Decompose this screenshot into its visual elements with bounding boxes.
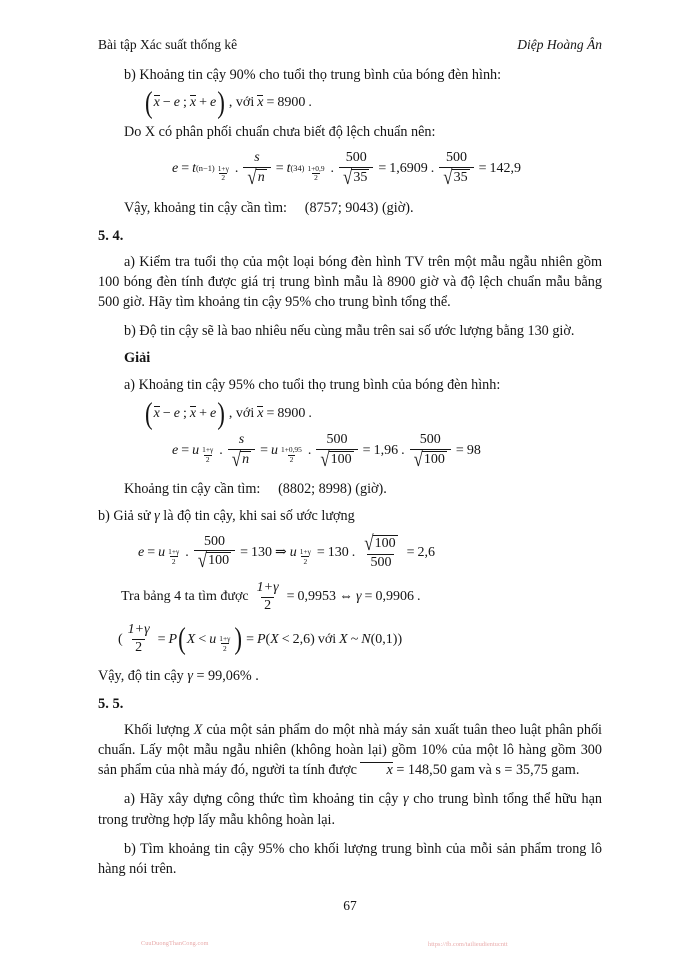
- lt-sign-2: <: [281, 631, 290, 647]
- paragraph-55-intro: [98, 720, 602, 780]
- paren-open: (: [145, 85, 153, 119]
- tilde-sign: ~: [350, 631, 359, 647]
- e-lhs-t: e: [172, 161, 179, 177]
- vay-khoang-90-label: Vậy, khoảng tin cậy cần tìm:: [124, 199, 287, 216]
- radical-sign: √: [364, 530, 374, 555]
- u-symbol-prob: u: [209, 631, 217, 647]
- radical-sign: √: [320, 446, 330, 471]
- u-value-196: 1,96: [373, 443, 399, 459]
- value-26: 2,6: [292, 631, 311, 647]
- formula-tra-bang: [98, 581, 602, 613]
- equals-2: =: [266, 405, 275, 421]
- formula-probability: [98, 623, 602, 655]
- tra-bang-label: Tra bảng 4 ta tìm được: [121, 589, 249, 605]
- dot-130-2: .: [351, 544, 356, 560]
- eq-u-4: =: [455, 443, 464, 459]
- lt-sign-1: <: [198, 631, 207, 647]
- fraction-500-sqrt-100-a: 500 √ 100: [316, 433, 357, 469]
- gamma-symbol-4: γ: [402, 791, 409, 808]
- semicolon: ;: [183, 405, 187, 421]
- e-lhs-u: e: [172, 443, 179, 459]
- value-130-a: 130: [251, 544, 273, 560]
- sqrt-100-c: √ 100: [197, 548, 230, 573]
- eq-130-1: =: [147, 544, 156, 560]
- sqrt-100-a: √ 100: [320, 446, 352, 471]
- u-subscript-1: $\frac{1+\gamma}{2}$: [202, 445, 214, 465]
- watermark-right: https://fb.com/tailieudientucntt: [428, 941, 508, 948]
- period-1: .: [308, 94, 312, 110]
- formula-e-t: [98, 151, 602, 187]
- b-giasu-text-1: b) Giả sử: [98, 508, 155, 525]
- period-gamma: .: [416, 589, 421, 605]
- x-bar-3: x: [257, 405, 264, 421]
- e-symbol-2: e: [210, 405, 217, 421]
- eq-t-4: =: [478, 161, 487, 177]
- running-head-left: Bài tập Xác suất thống kê: [98, 37, 238, 52]
- voi-label-2: , với: [228, 405, 255, 421]
- khoang-95-label: Khoảng tin cậy cần tìm:: [124, 481, 261, 498]
- gamma-symbol-2: γ: [356, 589, 362, 605]
- t-subscript-1: $\frac{1+\gamma}{2}$: [217, 163, 229, 183]
- e-lhs-130: e: [138, 544, 145, 560]
- X-symbol-1: X: [186, 631, 196, 647]
- iff-sign: ⇔: [339, 589, 354, 605]
- page-number: 67: [343, 898, 357, 913]
- paragraph-55b: b) Tìm khoảng tin cậy 95% cho khối lượng trung bình của mỗi sản phẩm trong lô hàng nói trên.: [98, 840, 602, 877]
- paren-open-big: (: [178, 621, 186, 656]
- eq-gamma-2: =: [364, 589, 373, 605]
- u-subscript-130-2: $\frac{1+\gamma}{2}$: [299, 547, 311, 566]
- t-value-16909: 1,6909: [389, 161, 428, 177]
- p55a-text-2: cho trung bình tổng thể hữu hạn trong trường hợp lấy mẫu không hoàn lại.: [98, 791, 602, 828]
- value-8900-1: 8900: [277, 94, 306, 110]
- paren-close-big: ): [234, 621, 243, 656]
- eq-130-3: =: [316, 544, 325, 560]
- running-head: [98, 36, 602, 54]
- x-bar-3: x: [257, 95, 264, 111]
- section-number-55: 5. 5.: [98, 695, 124, 712]
- P-symbol-2: P: [256, 631, 266, 647]
- sqrt-100-b: √ 100: [413, 446, 445, 471]
- e-symbol-1: e: [173, 94, 181, 110]
- vay-khoang-90-value: (8757; 9043) (giờ).: [304, 199, 414, 216]
- eq-t-3: =: [378, 161, 387, 177]
- dot-t-1: .: [234, 161, 239, 177]
- u-symbol-130-1: u: [158, 544, 166, 560]
- result-26: 2,6: [417, 544, 436, 560]
- value-130-b: 130: [327, 544, 349, 560]
- value-8900-2: 8900: [277, 405, 306, 421]
- paren-open: (: [145, 395, 153, 430]
- eq-gamma-1: =: [286, 589, 295, 605]
- p55a-text-1: a) Hãy xây dựng công thức tìm khoảng tin cậy: [124, 791, 403, 808]
- radical-sign: √: [343, 164, 353, 189]
- sqrt-n: √ n: [247, 164, 265, 189]
- t-superscript-1: (n−1): [196, 164, 215, 174]
- section-number-54: 5. 4.: [98, 227, 124, 244]
- minus-sign: −: [162, 94, 171, 110]
- paragraph-b-90: b) Khoảng tin cậy 90% cho tuổi thọ trung bình của bóng đèn hình:: [124, 66, 502, 83]
- paragraph-do-x: Do X có phân phối chuẩn chưa biết độ lệch chuẩn nên:: [124, 124, 436, 141]
- dot-u-3: .: [401, 443, 405, 459]
- paren-close: ): [217, 395, 225, 430]
- semicolon: ;: [183, 94, 187, 110]
- paragraph-a-95: a) Khoảng tin cậy 95% cho tuổi thọ trung bình của bóng đèn hình:: [124, 377, 501, 394]
- dot-130-1: .: [185, 544, 189, 560]
- period-2: .: [308, 405, 312, 421]
- p55-intro-text-1: Khối lượng: [124, 721, 194, 738]
- paragraph-54b: b) Độ tin cậy sẽ là bao nhiêu nếu cùng mẫu trên sai số ước lượng bằng 130 giờ.: [124, 323, 575, 340]
- paren-open-small: (: [265, 631, 271, 647]
- x-bar-2: x: [189, 95, 197, 111]
- sqrt-100-d: √ 100: [364, 530, 396, 555]
- e-symbol-2: e: [210, 94, 217, 110]
- value-09906: 0,9906: [375, 589, 414, 605]
- N-symbol: N: [361, 631, 371, 647]
- P-symbol-1: P: [168, 631, 178, 647]
- fraction-sqrt100-over-500: √ 100 500: [364, 530, 396, 571]
- paragraph-vay-khoang-90: [98, 198, 602, 218]
- formula-interval-2: [98, 395, 602, 430]
- paren-close-prob: ): [397, 631, 403, 647]
- u-symbol-130-2: u: [289, 544, 297, 560]
- paragraph-vay-dotincay: [98, 666, 602, 686]
- u-symbol-1: u: [192, 443, 200, 459]
- eq-prob-1: =: [157, 631, 166, 647]
- u-result-98: 98: [466, 443, 481, 459]
- fraction-s-sqrt-n-u: s √ n: [228, 433, 255, 469]
- fraction-500-sqrt-100-c: 500 √ 100: [194, 535, 235, 571]
- dot-u-2: .: [307, 443, 312, 459]
- X-symbol-3: X: [339, 631, 348, 647]
- formula-e-u-130: [98, 530, 602, 573]
- radical-sign: √: [413, 446, 423, 471]
- x-bar-2: x: [189, 405, 197, 421]
- paren-close: ): [217, 85, 225, 119]
- paragraph-khoang-95: [98, 479, 602, 499]
- eq-130-4: =: [406, 544, 415, 560]
- e-symbol-1: e: [173, 405, 181, 421]
- dot-t-3: .: [430, 161, 435, 177]
- plus-sign: +: [199, 405, 208, 421]
- gamma-symbol-1: γ: [154, 508, 160, 525]
- t-superscript-2: (34): [290, 164, 305, 174]
- t-result-1429: 142,9: [489, 161, 522, 177]
- x-bar-55: x: [360, 762, 392, 778]
- paragraph-54a: a) Kiểm tra tuổi thọ của một loại bóng đèn hình TV trên một mẫu ngẫu nhiên gồm 100 bóng đèn tính được giá trị trung bình mẫu là 8900 giờ và độ lệch chuẩn mẫu bằng 500 giờ. Hãy tìm khoảng tin cậy 95% cho trung bình tổng thể.: [98, 253, 602, 311]
- paren-close-small: ): [310, 631, 315, 647]
- paren-open-prob: (: [118, 631, 123, 647]
- X-variable-55: X: [193, 721, 203, 738]
- minus-sign: −: [162, 405, 171, 421]
- watermark-left: CuuDuongThanCong.com: [141, 940, 209, 947]
- X-symbol-2: X: [270, 631, 279, 647]
- fraction-1plusgamma-over-2-a: $\frac{1+\gamma}{2}$: [256, 580, 279, 613]
- equals-1: =: [266, 94, 275, 110]
- radical-sign: √: [231, 446, 242, 471]
- eq-u-3: =: [362, 443, 371, 459]
- x-bar-1: x: [153, 405, 160, 421]
- b-giasu-text-2: là độ tin cậy, khi sai số ước lượng: [159, 508, 355, 525]
- radical-sign: √: [197, 548, 208, 573]
- fraction-1plusgamma-over-2-b: $\frac{1+\gamma}{2}$: [127, 622, 150, 656]
- t-symbol-2: t: [286, 161, 291, 177]
- t-symbol-1: t: [192, 161, 197, 177]
- implies-sign: ⇒: [275, 544, 287, 560]
- plus-sign: +: [199, 94, 208, 110]
- dot-u-1: .: [219, 443, 223, 459]
- gamma-symbol-3: γ: [187, 667, 193, 684]
- formula-interval-1: [98, 85, 602, 119]
- u-subscript-2: $\frac{1+0,95}{2}$: [281, 445, 302, 465]
- u-subscript-130-1: $\frac{1+\gamma}{2}$: [168, 547, 180, 566]
- radical-sign: √: [247, 164, 257, 189]
- dot-t-2: .: [330, 161, 335, 177]
- giai-heading: Giải: [124, 350, 151, 367]
- eq-u-1: =: [181, 443, 190, 459]
- u-symbol-2: u: [271, 443, 279, 459]
- vay-dotincay-text-2: = 99,06% .: [192, 667, 259, 684]
- paren-close-N: ): [392, 631, 398, 647]
- N-arguments: 0,1: [375, 631, 393, 647]
- p55-intro-text-3: = 148,50 gam và s = 35,75 gam.: [392, 762, 580, 779]
- fraction-500-sqrt-35-b: 500 √ 35: [439, 151, 473, 187]
- eq-prob-2: =: [246, 631, 254, 647]
- eq-t-1: =: [181, 161, 190, 177]
- vay-dotincay-text-1: Vậy, độ tin cậy: [98, 667, 188, 684]
- sqrt-35-b: √ 35: [443, 164, 468, 189]
- sqrt-n: √ n: [231, 446, 250, 471]
- fraction-s-sqrt-n: s √ n: [243, 151, 270, 187]
- voi-label-1: , với: [228, 94, 255, 110]
- paragraph-55a: [98, 789, 602, 829]
- khoang-95-value: (8802; 8998) (giờ).: [278, 481, 387, 498]
- value-09953: 0,9953: [297, 589, 337, 605]
- fraction-500-sqrt-100-b: 500 √ 100: [410, 433, 451, 469]
- paragraph-b-giasu: [98, 506, 602, 526]
- p55-intro-text-2: của một sản phẩm do một nhà máy sản xuất tuân theo luật phân phối chuẩn. Lấy một mẫu ngẫu nhiên (không hoàn lại) gồm 10% của một lô hàng gồm 300 sản phẩm của nhà máy đó, người ta tính được: [98, 721, 602, 779]
- paren-open-N: (: [370, 631, 376, 647]
- eq-t-2: =: [275, 161, 284, 177]
- radical-sign: √: [443, 164, 453, 189]
- x-bar-1: x: [153, 95, 160, 111]
- u-subscript-prob: $\frac{1+\gamma}{2}$: [219, 633, 231, 653]
- page-content: [98, 36, 602, 888]
- eq-130-2: =: [240, 544, 249, 560]
- formula-e-u: [98, 433, 602, 469]
- voi-label-prob: với: [317, 631, 337, 647]
- sqrt-35-a: √ 35: [343, 164, 368, 189]
- eq-u-2: =: [260, 443, 269, 459]
- running-head-right: Diệp Hoàng Ân: [517, 37, 602, 52]
- fraction-500-sqrt-35-a: 500 √ 35: [339, 151, 373, 187]
- t-subscript-2: $\frac{1+0,9}{2}$: [307, 163, 325, 183]
